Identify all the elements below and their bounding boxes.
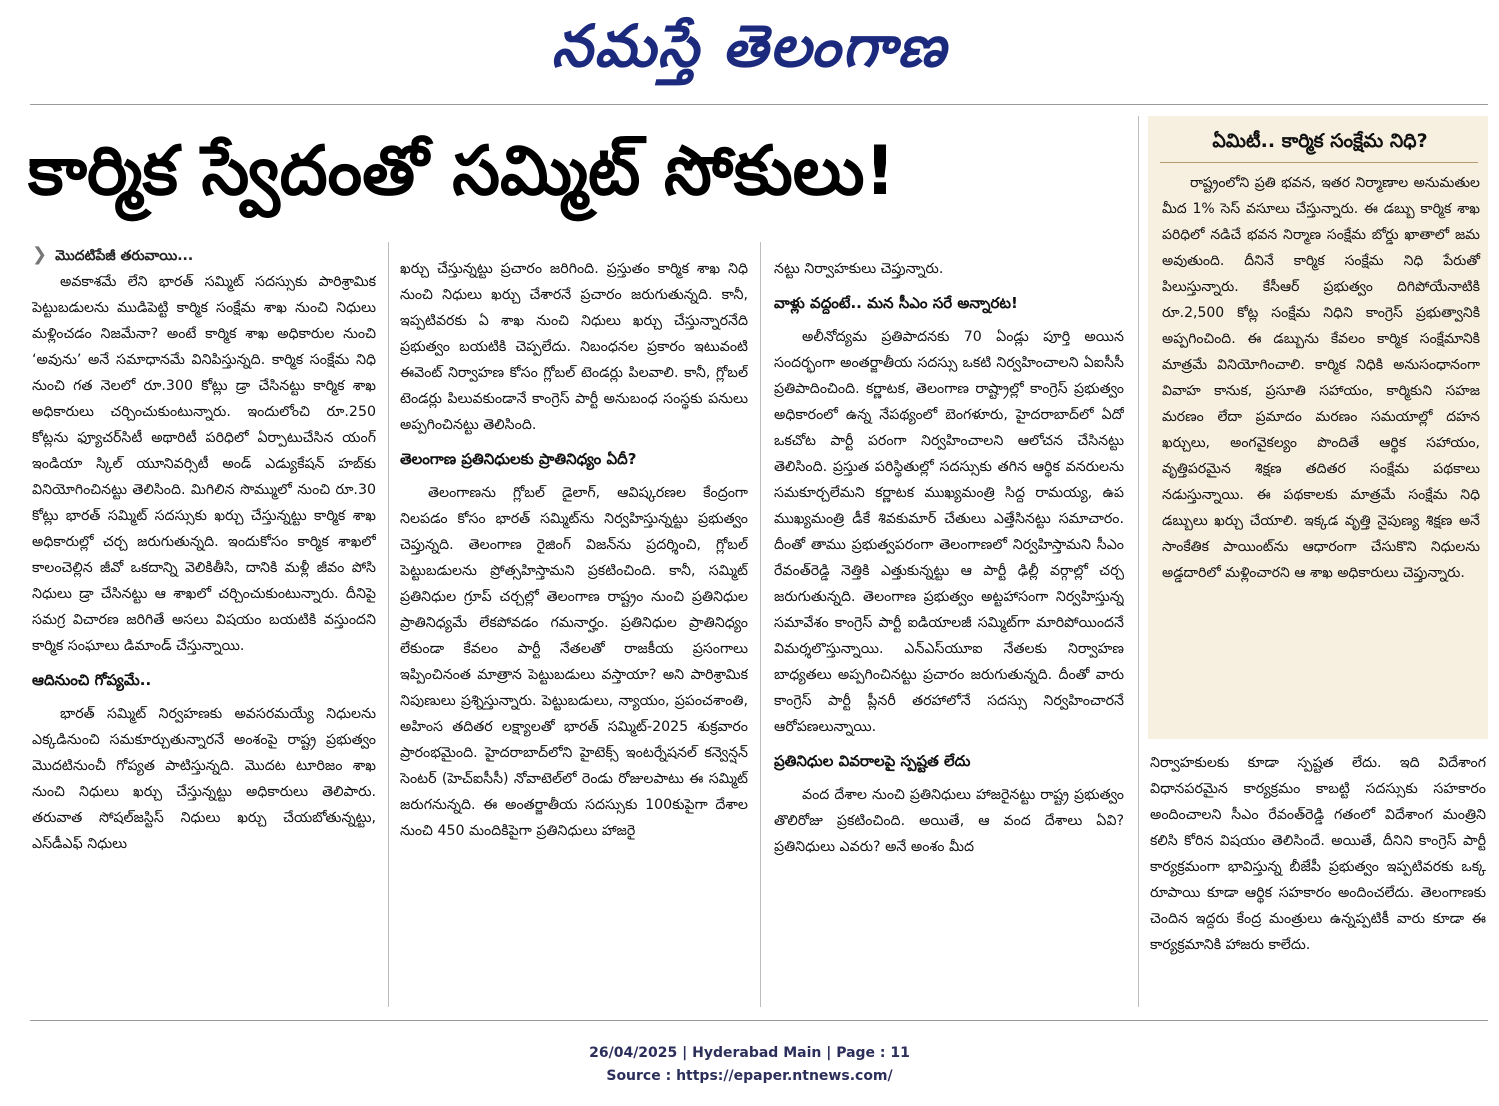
col1-subheading: ఆదినుంచి గోప్యమే.. [32,671,152,689]
col4-paragraph-1: నిర్వాహకులకు కూడా స్పష్టత లేదు. ఇది విదేశాంగ విధానపరమైన కార్యక్రమం కాబట్టి సదస్సుకు సహకారం అందించాలని సీఎం రేవంత్‌రెడ్డి గతంలో విదేశాంగ మంత్రిని కలిసి కోరిన విషయం తెలిసిందే. అయితే, దీనిని కాంగ్రెస్ పార్టీ కార్యక్రమంగా భావిస్తున్న బీజేపీ ప్రభుత్వం ఇప్పటివరకు ఒక్క రూపాయి కూడా ఆర్థిక సహకారం అందించలేదు. తెలంగాణకు చెందిన ఇద్దరు కేంద్ర మంత్రులు ఉన్నప్పటికీ వారు కూడా ఈ కార్యక్రమానికి హాజరు కాలేదు. [1150,755,1486,953]
chevron-right-icon: ❯ [32,244,48,265]
top-divider [30,104,1488,105]
col1-paragraph-1: అవకాశమే లేని భారత్ సమ్మిట్ సదస్సుకు పారిశ్రామిక పెట్టుబడులను ముడిపెట్టి కార్మిక సంక్షేమ శాఖ నుంచి నిధులు మళ్లించడం నిజమేనా? అంటే కార్మిక శాఖ అధికారుల నుంచి ‘అవును’ అనే సమాధానమే వినిపిస్తున్నది. కార్మిక సంక్షేమ నిధి నుంచి గత నెలలో రూ.300 కోట్లు డ్రా చేసినట్టు కార్మిక శాఖ అధికారులు చర్చించుకుంటున్నారు. ఇందులోంచి రూ.250 కోట్లను ఫ్యూచర్‌సిటీ అథారిటీ పరిధిలో ఏర్పాటుచేసిన యంగ్ ఇండియా స్కిల్ యూనివర్సిటీ అండ్ ఎడ్యుకేషన్ హబ్‌కు వినియోగించినట్టు తెలిసింది. మిగిలిన సొమ్ములో నుంచి రూ.30 కోట్లు భారత్ సమ్మిట్ సదస్సుకు ఖర్చు చేస్తున్నట్టు కార్మిక శాఖ అధికారుల్లో చర్చ జరుగుతున్నది. ఇందుకోసం కార్మిక శాఖలో కాలంచెల్లిన జీవో ఒకదాన్ని వెలికితీసి, దానికి మళ్లీ జీవం పోసి నిధులు డ్రా చేసినట్టు ఆ శాఖలో చర్చించుకుంటున్నారు. దీనిపై సమగ్ర విచారణ జరిగితే అసలు విషయం బయటికి వస్తుందని కార్మిక సంఘాలు డిమాండ్ చేస్తున్నాయి. [32,274,376,654]
bottom-divider [30,1020,1488,1021]
sidebar-body [1162,170,1480,586]
footer-source: Source : https://epaper.ntnews.com/ [606,1068,893,1084]
article-column-3 [774,256,1124,1012]
sidebar-title-divider [1160,162,1478,163]
sidebar-title: ఏమిటీ.. కార్మిక సంక్షేమ నిధి? [1212,130,1428,152]
footer-dateline: 26/04/2025 | Hyderabad Main | Page : 11 [589,1045,910,1061]
col3-subheading-1: వాళ్లు వద్దంటే.. మన సీఎం సరే అన్నారట! [774,294,1018,312]
col1-paragraph-2: భారత్ సమ్మిట్ నిర్వహణకు అవసరమయ్యే నిధులను ఎక్కడినుంచి సమకూర్చుతున్నారనే అంశంపై రాష్ట్ర ప్రభుత్వం మొదటినుంచీ గోప్యత పాటిస్తున్నది. మొదట టూరిజం శాఖ నుంచి నిధులు ఖర్చు చేస్తున్నట్టు అధికారులు తెలిపారు. తరువాత సోషల్‌జస్టిస్ నిధులు ఖర్చు చేయబోతున్నట్టు, ఎస్‌డీఎఫ్ నిధులు [32,706,376,852]
article-headline: కార్మిక స్వేదంతో సమ్మిట్ సోకులు! [28,132,896,211]
col3-subheading-2: ప్రతినిధుల వివరాలపై స్పష్టత లేదు [774,752,971,770]
continued-text: మొదటిపేజీ తరువాయి... [55,248,194,264]
sidebar-paragraph: రాష్ట్రంలోని ప్రతి భవన, ఇతర నిర్మాణాల అనుమతుల మీద 1% సెస్ వసూలు చేస్తున్నారు. ఈ డబ్బు కార్మిక శాఖ పరిధిలో నడిచే భవన నిర్మాణ సంక్షేమ బోర్డు ఖాతాలో జమ అవుతుంది. దీనినే కార్మిక సంక్షేమ నిధి పేరుతో పిలుస్తున్నారు. కేసీఆర్ ప్రభుత్వం దిగిపోయేనాటికి రూ.2,500 కోట్ల సంక్షేమ నిధిని కాంగ్రెస్ ప్రభుత్వానికి అప్పగించింది. ఈ డబ్బును కేవలం కార్మిక సంక్షేమానికి మాత్రమే వినియోగించాలి. కార్మిక నిధికి అనుసంధానంగా వివాహ కానుక, ప్రసూతి సహాయం, కార్మికుని సహజ మరణం లేదా ప్రమాదం మరణం సమయాల్లో దహన ఖర్చులు, అంగవైకల్యం పొందితే ఆర్థిక సహాయం, వృత్తిపరమైన శిక్షణ తదితర సంక్షేమ పథకాలు నడుస్తున్నాయి. ఈ పథకాలకు మాత్రమే సంక్షేమ నిధి డబ్బులు ఖర్చు చేయాలి. ఇక్కడ వృత్తి నైపుణ్య శిక్షణ అనే సాంకేతిక పాయింట్‌ను ఆధారంగా చేసుకొని నిధులను అడ్డదారిలో మళ్లించారని ఆ శాఖ అధికారులు చెప్తున్నారు. [1162,175,1480,581]
article-column-4 [1150,750,1486,1000]
col3-paragraph-0: నట్టు నిర్వాహకులు చెప్తున్నారు. [774,261,944,277]
col3-paragraph-2: వంద దేశాల నుంచి ప్రతినిధులు హాజరైనట్టు రాష్ట్ర ప్రభుత్వం తొలిరోజు ప్రకటించింది. అయితే, ఆ వంద దేశాలు ఏవి? ప్రతినిధులు ఎవరు? అనే అంశం మీద [774,787,1124,855]
column-divider-2 [760,242,761,1007]
column-divider-3 [1138,116,1139,1007]
col2-subheading: తెలంగాణ ప్రతినిధులకు ప్రాతినిధ్యం ఏదీ? [400,450,637,468]
col3-paragraph-1: అలీనోద్యమ ప్రతిపాదనకు 70 ఏండ్లు పూర్తి అయిన సందర్భంగా అంతర్జాతీయ సదస్సు ఒకటి నిర్వహించాలని ఏఐసీసీ ప్రతిపాదించింది. కర్ణాటక, తెలంగాణ రాష్ట్రాల్లో కాంగ్రెస్ ప్రభుత్వం అధికారంలో ఉన్న నేపథ్యంలో బెంగళూరు, హైదరాబాద్‌లో ఏదో ఒకచోట పార్టీ పరంగా నిర్వహించాలని ఆలోచన చేసినట్టు తెలిసింది. ప్రస్తుత పరిస్థితుల్లో సదస్సుకు తగిన ఆర్థిక వనరులను సమకూర్చలేమని కర్ణాటక ముఖ్యమంత్రి సిద్ద రామయ్య, ఉప ముఖ్యమంత్రి డీకే శివకుమార్ చేతులు ఎత్తేసినట్టు సమాచారం. దీంతో తాము ప్రభుత్వపరంగా తెలంగాణలో నిర్వహిస్తామని సీఎం రేవంత్‌రెడ్డి నెత్తికి ఎత్తుకున్నట్టు ఆ పార్టీ ఢిల్లీ వర్గాల్లో చర్చ జరుగుతున్నది. తెలంగాణ ప్రభుత్వం అట్టహాసంగా నిర్వహిస్తున్న సమావేశం కాంగ్రెస్ పార్టీ ఐడియాలజీ సమ్మిట్‌గా మారిపోయిందనే విమర్శలొస్తున్నాయి. ఎన్‌ఎస్‌యూఐ నేతలకు నిర్వాహణ బాధ్యతలు అప్పగించినట్టు ప్రచారం జరుగుతున్నది. దీంతో వారు కాంగ్రెస్ పార్టీ ప్లీనరీ తరహాలోనే సదస్సు నిర్వహించారనే ఆరోపణలున్నాయి. [774,329,1124,735]
col2-paragraph-1: ఖర్చు చేస్తున్నట్టు ప్రచారం జరిగింది. ప్రస్తుతం కార్మిక శాఖ నిధి నుంచి నిధులు ఖర్చు చేశారనే ప్రచారం జరుగుతున్నది. కానీ, ఇప్పటివరకు ఏ శాఖ నుంచి నిధులు ఖర్చు చేస్తున్నారనేది ప్రభుత్వం బయటికి చెప్పలేదు. నిబంధనల ప్రకారం ఇటువంటి ఈవెంట్ నిర్వాహణ కోసం గ్లోబల్ టెండర్లు పిలవాలి. కానీ, గ్లోబల్ టెండర్లు పిలువకుండానే కాంగ్రెస్ పార్టీ అనుబంధ సంస్థకు పనులు అప్పగించినట్టు తెలిసింది. [400,261,748,433]
column-divider-1 [388,242,389,1007]
article-column-2 [400,256,748,1012]
newspaper-masthead: నమస్తే తెలంగాణ [551,12,948,80]
continued-label [32,242,376,269]
col2-paragraph-2: తెలంగాణను గ్లోబల్ డైలాగ్, ఆవిష్కరణల కేంద్రంగా నిలపడం కోసం భారత్ సమ్మిట్‌ను నిర్వహిస్తున్నట్టు ప్రభుత్వం చెప్తున్నది. తెలంగాణ రైజింగ్ విజన్‌ను ప్రదర్శించి, గ్లోబల్ పెట్టుబడులను ప్రోత్సహిస్తామని ప్రకటించింది. కానీ, సమ్మిట్ ప్రతినిధుల గ్రూప్ చర్చల్లో తెలంగాణ రాష్ట్రం నుంచి ప్రతినిధుల ప్రాతినిధ్యమే లేకపోవడం గమనార్హం. ప్రతినిధుల ప్రాతినిధ్యం లేకుండా కేవలం పార్టీ నేతలతో రాజకీయ ప్రసంగాలు ఇప్పించినంత మాత్రాన పెట్టుబడులు వస్తాయా? అని పారిశ్రామిక నిపుణులు ప్రశ్నిస్తున్నారు. పెట్టుబడులు, న్యాయం, ప్రపంచశాంతి, అహింస తదితర లక్ష్యాలతో భారత్ సమ్మిట్-2025 శుక్రవారం ప్రారంభమైంది. హైదరాబాద్‌లోని హైటెక్స్ ఇంటర్నేషనల్ కన్వెన్షన్ సెంటర్ (హెచ్‌ఐసీసీ) నోవాటెల్‌లో రెండు రోజులపాటు ఈ సమ్మిట్ జరుగనున్నది. ఈ అంతర్జాతీయ సదస్సుకు 100కుపైగా దేశాల నుంచి 450 మందికిపైగా ప్రతినిధులు హాజరై [400,485,748,839]
article-column-1 [32,242,376,1012]
